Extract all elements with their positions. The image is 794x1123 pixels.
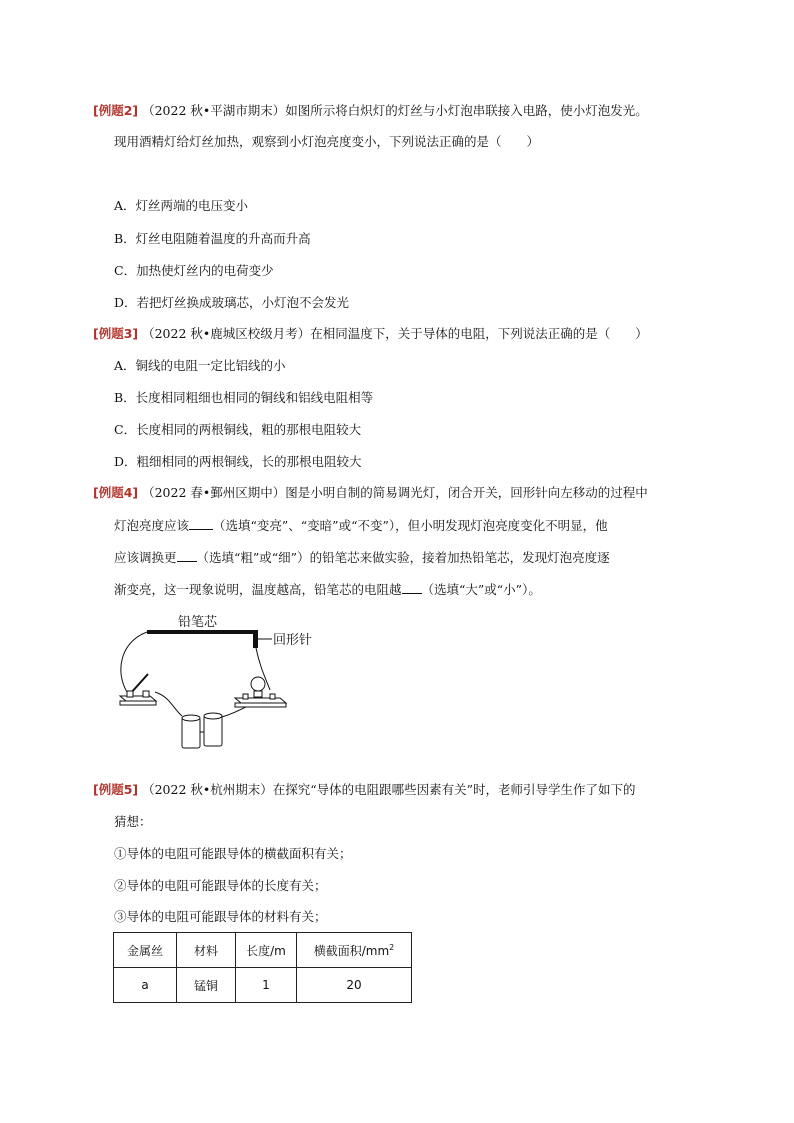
table-cell: 1	[236, 968, 297, 1003]
q3-option-c: C．长度相同的两根铜线，粗的那根电阻较大	[114, 422, 362, 437]
q4-text-2a: 灯泡亮度应该	[114, 518, 190, 533]
q3-option-a: A．铜线的电阻一定比铝线的小	[114, 358, 286, 373]
q2-option-b: B．灯丝电阻随着温度的升高而升高	[114, 231, 311, 246]
table-cell: 20	[297, 968, 412, 1003]
answer-blank-3[interactable]	[402, 581, 422, 594]
q4-line2	[114, 517, 608, 534]
q3-tag: [例题3]	[93, 326, 139, 341]
pencil-lead	[147, 630, 255, 634]
q5-text-1: （2022 秋•杭州期末）在探究“导体的电阻跟哪些因素有关”时，老师引导学生作了如下的	[142, 782, 636, 797]
table-header-row	[114, 933, 412, 968]
q2-line1	[93, 103, 648, 119]
table-cell: a	[114, 968, 177, 1003]
q4-text-2b: （选填“变亮”、“变暗”或“不变”），但小明发现灯泡亮度变化不明显，他	[213, 518, 608, 533]
q5-line1	[93, 782, 636, 798]
battery	[182, 713, 222, 748]
q4-text-3a: 应该调换更	[114, 550, 177, 565]
guess-1: ①导体的电阻可能跟导体的横截面积有关；	[114, 846, 352, 861]
q3-option-d: D．粗细相同的两根铜线，长的那根电阻较大	[114, 454, 362, 469]
q2-option-d: D．若把灯丝换成玻璃芯，小灯泡不会发光	[114, 295, 350, 310]
data-table	[113, 932, 412, 1003]
q4-tag: [例题4]	[93, 485, 139, 500]
table-header: 材料	[177, 933, 236, 968]
paper-clip	[253, 630, 258, 648]
q3-text-1: （2022 秋•鹿城区校级月考）在相同温度下，关于导体的电阻，下列说法正确的是（ ）	[142, 326, 648, 341]
q5-tag: [例题5]	[93, 782, 139, 797]
table-header: 金属丝	[114, 933, 177, 968]
q2-option-c: C．加热使灯丝内的电荷变少	[114, 263, 274, 278]
q4-line4	[114, 581, 541, 598]
label-pencil-lead: 铅笔芯	[178, 615, 218, 630]
q3-line1	[93, 326, 648, 342]
q4-text-1: （2022 春•鄞州区期中）图是小明自制的简易调光灯，闭合开关，回形针向左移动的过程中	[142, 485, 648, 500]
q4-text-4a: 渐变亮，这一现象说明，温度越高，铅笔芯的电阻越	[114, 582, 402, 597]
table-header-sup: 2	[389, 942, 395, 952]
q2-option-a: A．灯丝两端的电压变小	[114, 198, 249, 213]
q5-text-2: 猜想：	[114, 814, 152, 829]
circuit-figure	[110, 612, 335, 762]
answer-blank-1[interactable]	[189, 517, 213, 530]
table-header	[297, 933, 412, 968]
answer-blank-2[interactable]	[177, 549, 197, 562]
label-paper-clip: 回形针	[273, 633, 313, 648]
q2-text-1: （2022 秋•平湖市期末）如图所示将白炽灯的灯丝与小灯泡串联接入电路，使小灯泡发光。	[142, 103, 648, 118]
q2-text-2: 现用酒精灯给灯丝加热，观察到小灯泡亮度变小，下列说法正确的是（ ）	[114, 134, 540, 149]
q4-text-4b: （选填“大”或“小”）。	[421, 582, 541, 597]
light-bulb	[235, 677, 286, 707]
q4-text-3b: （选填“粗”或“细”）的铅笔芯来做实验，接着加热铅笔芯，发现灯泡亮度逐	[196, 550, 610, 565]
q2-tag: [例题2]	[93, 103, 139, 118]
q3-option-b: B．长度相同粗细也相同的铜线和铝线电阻相等	[114, 390, 374, 405]
table-header-text: 横截面积/mm	[313, 943, 390, 958]
table-row	[114, 968, 412, 1003]
guess-2: ②导体的电阻可能跟导体的长度有关；	[114, 878, 327, 893]
table-cell: 锰铜	[177, 968, 236, 1003]
guess-3: ③导体的电阻可能跟导体的材料有关；	[114, 909, 327, 924]
table-header: 长度/m	[236, 933, 297, 968]
q4-line1	[93, 485, 648, 501]
q4-line3	[114, 549, 610, 566]
